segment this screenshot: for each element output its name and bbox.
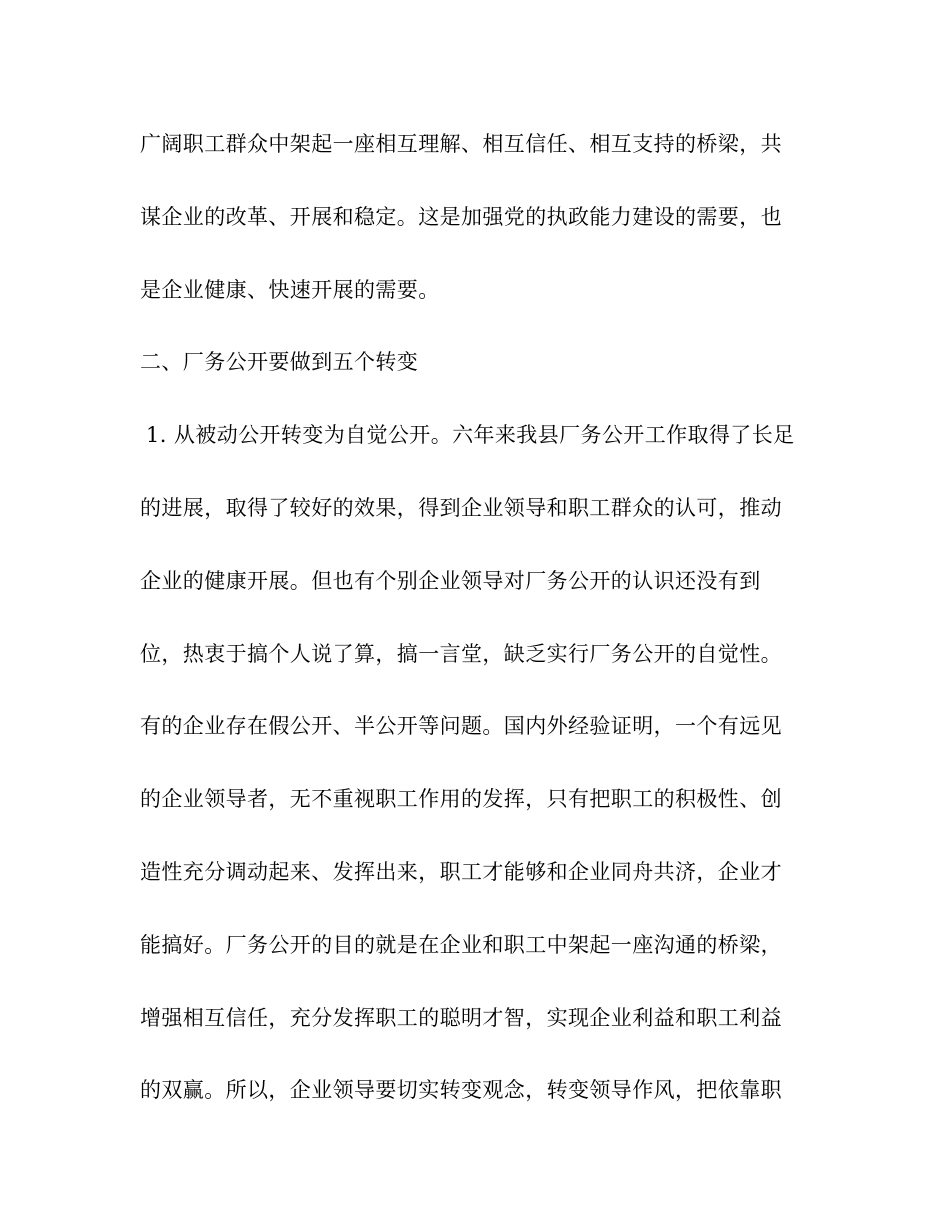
text-line-6: 的进展，取得了较好的效果，得到企业领导和职工群众的认可，推动 bbox=[140, 495, 782, 520]
text-line-3: 是企业健康、快速开展的需要。 bbox=[140, 277, 440, 302]
body-text bbox=[140, 114, 820, 1133]
text-line-14: 的双赢。所以，企业领导要切实转变观念，转变领导作风，把依靠职 bbox=[140, 1078, 782, 1103]
text-line-7: 企业的健康开展。但也有个别企业领导对厂务公开的认识还没有到 bbox=[140, 568, 761, 593]
text-line-11: 造性充分调动起来、发挥出来，职工才能够和企业同舟共济，企业才 bbox=[140, 859, 782, 884]
text-line-13: 增强相互信任，充分发挥职工的聪明才智，实现企业利益和职工利益 bbox=[140, 1005, 782, 1030]
text-line-2: 谋企业的改革、开展和稳定。这是加强党的执政能力建设的需要，也 bbox=[140, 204, 782, 229]
text-line-5: 1. 从被动公开转变为自觉公开。六年来我县厂务公开工作取得了长足 bbox=[146, 423, 795, 448]
section-heading: 二、厂务公开要做到五个转变 bbox=[140, 350, 419, 375]
text-line-10: 的企业领导者，无不重视职工作用的发挥，只有把职工的积极性、创 bbox=[140, 787, 782, 812]
text-line-8: 位，热衷于搞个人说了算，搞一言堂，缺乏实行厂务公开的自觉性。 bbox=[140, 641, 782, 666]
text-line-9: 有的企业存在假公开、半公开等问题。国内外经验证明，一个有远见 bbox=[140, 714, 782, 739]
text-line-1: 广阔职工群众中架起一座相互理解、相互信任、相互支持的桥梁，共 bbox=[140, 132, 782, 156]
text-line-12: 能搞好。厂务公开的目的就是在企业和职工中架起一座沟通的桥梁， bbox=[140, 932, 782, 957]
